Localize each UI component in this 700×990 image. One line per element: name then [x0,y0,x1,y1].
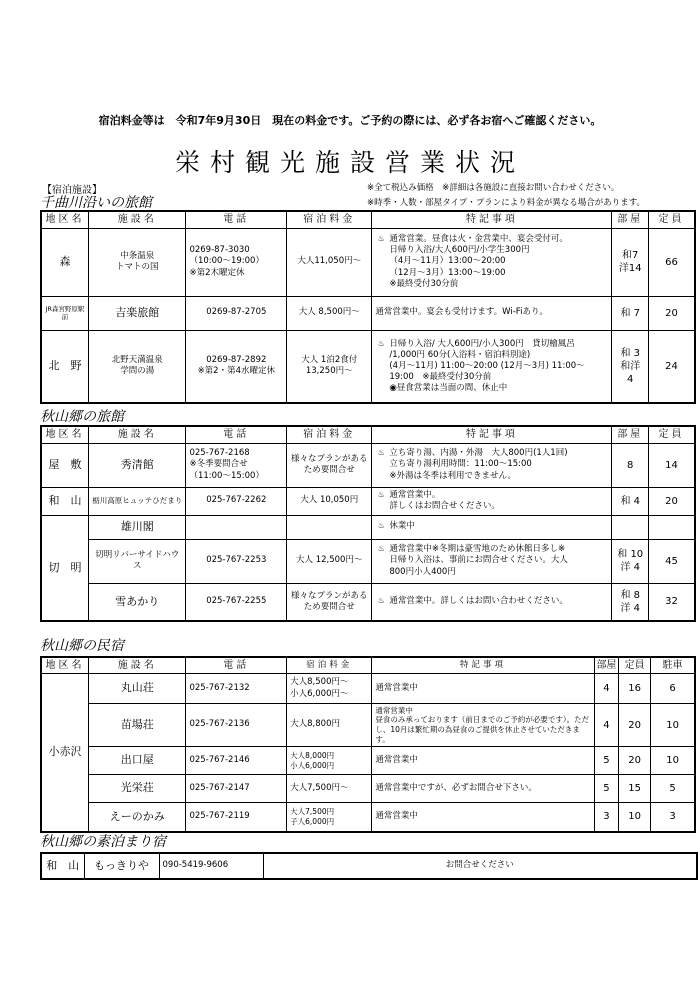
phone-cell: 025-767-2146 [186,747,287,775]
hot-spring-icon: ♨ [377,448,385,458]
phone-cell: 090-5419-9606 [159,853,263,879]
facility-name: 切明リバーサイドハウス [89,539,186,583]
facility-name: 吉楽旅館 [89,296,186,330]
header-capacity: 定員 [619,657,651,674]
price-cell: 様々なプランがある ため要問合せ [287,583,372,621]
remarks-cell: 通常営業中 [372,747,594,775]
hot-spring-icon: ♨ [377,338,385,348]
table-row [41,803,695,832]
remarks-cell: 通常営業中。宴会も受付けます。Wi-Fiあり。 [372,296,612,330]
rooms-cell: 和 4 [612,487,649,515]
table-row [41,583,695,621]
phone-cell: 025-767-2253 [186,539,287,583]
capacity-cell: 14 [648,443,695,487]
table-row [41,296,695,330]
facility-name: 栃川高原ヒュッテひだまり [89,487,186,515]
rooms-cell: 4 [594,674,618,704]
section-title-akiyama-ryokan: 秋山郷の旅館 [40,409,124,425]
table-row [41,539,695,583]
header-price: 宿泊料金 [287,211,372,228]
capacity-cell: 10 [619,803,651,832]
remarks-cell [372,515,612,539]
hot-spring-icon: ♨ [377,489,385,499]
section-title-chikuma: 千曲川沿いの旅館 [40,195,152,211]
phone-cell [186,515,287,539]
hot-spring-icon: ♨ [377,234,385,244]
capacity-cell: 45 [648,539,695,583]
remarks-cell [372,228,612,296]
section-title-sudomari: 秋山郷の素泊まり宿 [40,834,166,850]
price-cell [287,515,372,539]
header-parking: 駐車 [651,657,695,674]
table-row [41,704,695,747]
table-row [41,674,695,704]
capacity-cell [648,515,695,539]
table-akiyama-minshuku [40,656,696,833]
hot-spring-icon: ♨ [377,596,385,606]
facility-name: 雪あかり [89,583,186,621]
remarks-text: 通常営業。昼食は火・金営業中、宴会受付可。 日帰り入浴/大人600円/小学生300円 （4月～11月）13:00～20:00 （12月～3月）13:00～19:00 ※最終受付30分前 [389,234,568,289]
facility-name: もっきりや [84,853,159,879]
header-price: 宿泊料金 [287,657,372,674]
rooms-cell: 和 8 洋 4 [612,583,649,621]
remarks-cell [372,583,612,621]
capacity-cell: 16 [619,674,651,704]
category-label: 【宿泊施設】 [42,185,102,196]
rooms-cell: 和7 洋14 [612,228,649,296]
phone-cell: 025-767-2132 [186,674,287,704]
price-cell: 大人8,500円～ 小人6,000円～ [287,674,372,704]
price-cell: 大人7,500円 子人6,000円 [287,803,372,832]
price-cell: 様々なプランがある ため要問合せ [287,443,372,487]
price-cell: 大人 12,500円～ [287,539,372,583]
table-row [41,747,695,775]
remarks-cell: 通常営業中ですが、必ずお問合せ下さい。 [372,775,594,803]
rooms-cell: 和 3 和洋 4 [612,330,649,403]
rooms-cell: 和 10 洋 4 [612,539,649,583]
notice-banner: 宿泊料金等は 令和7年9月30日 現在の料金です。ご予約の際には、必ず各お宿へご確認ください。 [98,114,602,127]
price-cell: 大人8,800円 [287,704,372,747]
remarks-text: 立ち寄り湯、内湯・外湯 大人800円(1人1回) 立ち寄り湯利用時間：11:00～15:00 ※外湯は冬季は利用できません。 [389,448,568,481]
area-cell: 和 山 [41,487,89,515]
facility-name: 北野天満温泉 学問の湯 [89,330,186,403]
phone-cell: 0269-87-2892 ※第2・第4水曜定休 [186,330,287,403]
phone-cell: 025-767-2119 [186,803,287,832]
capacity-cell: 66 [648,228,695,296]
header-price: 宿泊料金 [287,426,372,443]
capacity-cell: 32 [648,583,695,621]
header-phone: 電話 [186,657,287,674]
header-rooms: 部屋 [612,211,649,228]
price-cell: 大人7,500円～ [287,775,372,803]
rooms-cell [612,515,649,539]
header-facility: 施設名 [89,426,186,443]
header-remarks: 特記事項 [372,426,612,443]
table-row [41,853,697,879]
capacity-cell: 20 [648,296,695,330]
capacity-cell: 15 [619,775,651,803]
hot-spring-icon: ♨ [377,521,385,531]
phone-cell: 025-767-2262 [186,487,287,515]
remarks-cell: お問合せください [263,853,697,879]
header-area: 地区名 [41,211,89,228]
area-cell: 小赤沢 [41,674,89,832]
table-sudomari [40,852,698,880]
table-row [41,330,695,403]
note-tax: ※全て税込み価格 ※詳細は各施設に直接お問い合わせください。 [367,183,620,193]
phone-cell: 0269-87-3030 （10:00～19:00） ※第2木曜定休 [186,228,287,296]
remarks-cell [372,487,612,515]
table-row [41,487,695,515]
area-cell: JR森宮野原駅前 [41,296,89,330]
header-capacity: 定員 [648,211,695,228]
price-cell: 大人 8,500円～ [287,296,372,330]
price-cell: 大人8,000円 小人6,000円 [287,747,372,775]
parking-cell: 5 [651,775,695,803]
remarks-cell [372,330,612,403]
facility-name: 光栄荘 [89,775,186,803]
section-title-akiyama-minshuku: 秋山郷の民宿 [40,638,124,654]
hot-spring-icon: ♨ [377,544,385,554]
parking-cell: 6 [651,674,695,704]
capacity-cell: 24 [648,330,695,403]
table-row [41,228,695,296]
facility-name: 雄川閣 [89,515,186,539]
table-row [41,515,695,539]
table-row [41,443,695,487]
facility-name: えーのかみ [89,803,186,832]
remarks-text: 通常営業中※冬期は豪雪地のため休館日多し※ 日帰り入浴は、事前にお問合せください。大人 800円小人400円 [389,544,568,577]
remarks-cell [372,443,612,487]
header-facility: 施設名 [89,657,186,674]
rooms-cell: 3 [594,803,618,832]
facility-name: 秀清館 [89,443,186,487]
facility-name: 苗場荘 [89,704,186,747]
header-area: 地区名 [41,657,89,674]
rooms-cell: 5 [594,775,618,803]
capacity-cell: 20 [648,487,695,515]
header-phone: 電話 [186,211,287,228]
header-rooms: 部屋 [594,657,618,674]
page-title: 栄村観光施設営業状況 [174,148,525,177]
phone-cell: 025-767-2168 ※冬季要問合せ （11:00～15:00） [186,443,287,487]
area-cell: 屋 敷 [41,443,89,487]
remarks-text: 休業中 [389,521,415,532]
facility-name: 出口屋 [89,747,186,775]
price-cell: 大人 10,050円 [287,487,372,515]
remarks-cell [372,539,612,583]
capacity-cell: 20 [619,747,651,775]
rooms-cell: 5 [594,747,618,775]
phone-cell: 025-767-2147 [186,775,287,803]
header-capacity: 定員 [648,426,695,443]
remarks-text: 通常営業中。詳しくはお問い合わせください。 [389,596,568,607]
rooms-cell: 8 [612,443,649,487]
area-cell: 森 [41,228,89,296]
area-cell: 和 山 [41,853,84,879]
rooms-cell: 和 7 [612,296,649,330]
remarks-text: 日帰り入浴/ 大人600円/小人300円 貸切檜風呂 /1,000円 60分(入浴料・宿泊料別途) (4月～11月) 11:00～20:00 (12月～3月) 11:00～ 19:00 ※最終受付30分前 ◉昼食営業は当面の間、休止中 [389,338,585,393]
price-cell: 大人 1泊2食付 13,250円～ [287,330,372,403]
rooms-cell: 4 [594,704,618,747]
facility-name: 中条温泉 トマトの国 [89,228,186,296]
area-cell: 切 明 [41,515,89,621]
capacity-cell: 20 [619,704,651,747]
parking-cell: 10 [651,747,695,775]
parking-cell: 10 [651,704,695,747]
phone-cell: 025-767-2136 [186,704,287,747]
note-pricing: ※時季・人数・部屋タイプ・プランにより料金が異なる場合があります。 [367,198,646,208]
header-facility: 施設名 [89,211,186,228]
price-cell: 大人11,050円～ [287,228,372,296]
phone-cell: 0269-87-2705 [186,296,287,330]
header-remarks: 特記事項 [372,211,612,228]
area-cell: 北 野 [41,330,89,403]
remarks-cell: 通常営業中 昼食のみ承っております（前日までのご予約が必要です）。ただし、10月は繁忙期の為昼食のご提供を休止させていただきます。 [372,704,594,747]
remarks-text: 通常営業中。 詳しくはお問合せください。 [389,489,500,511]
table-row [41,775,695,803]
header-area: 地区名 [41,426,89,443]
header-remarks: 特記事項 [372,657,594,674]
parking-cell: 3 [651,803,695,832]
remarks-cell: 通常営業中 [372,803,594,832]
header-phone: 電話 [186,426,287,443]
remarks-cell: 通常営業中 [372,674,594,704]
table-chikuma [40,210,696,404]
header-rooms: 部屋 [612,426,649,443]
phone-cell: 025-767-2255 [186,583,287,621]
facility-name: 丸山荘 [89,674,186,704]
table-akiyama-ryokan [40,425,696,622]
